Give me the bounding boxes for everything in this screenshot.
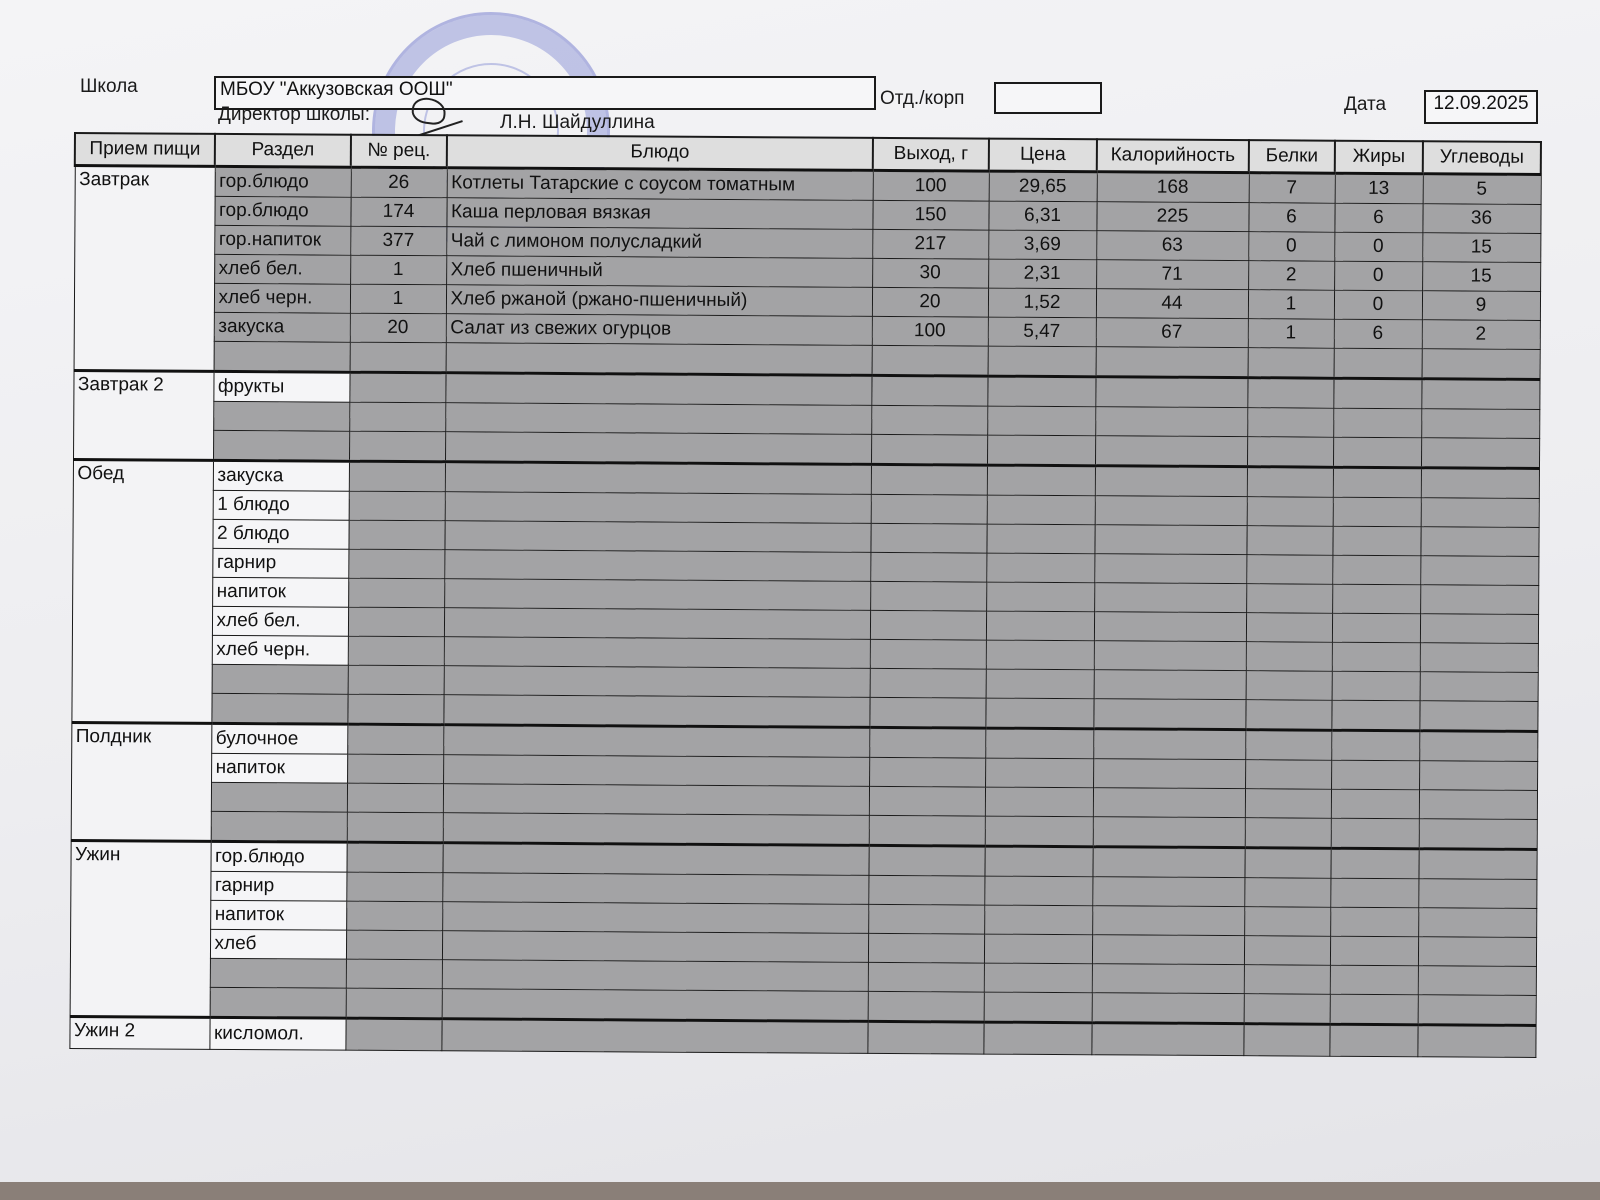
dish-calories: 44 (1096, 289, 1248, 319)
dish-protein (1244, 907, 1330, 937)
section-cell: напиток (210, 900, 346, 930)
dish-fat (1333, 437, 1421, 468)
section-cell: гарнир (210, 871, 346, 901)
col-header: Белки (1249, 140, 1335, 173)
dish-protein (1244, 936, 1330, 966)
dish-carbs (1421, 468, 1539, 499)
dish-calories: 63 (1096, 231, 1248, 261)
dish-calories (1095, 436, 1247, 467)
dish-name (442, 960, 868, 992)
dish-price: 6,31 (988, 201, 1096, 231)
section-cell: закуска (213, 460, 349, 491)
dish-name: Хлеб ржаной (ржано-пшеничный) (446, 285, 872, 317)
director-label: Директор школы: (218, 104, 370, 125)
dish-calories (1093, 817, 1245, 848)
dish-weight (871, 494, 987, 524)
col-header: Блюдо (447, 135, 873, 170)
dish-fat: 13 (1335, 173, 1423, 204)
dish-fat (1331, 730, 1419, 761)
dish-calories (1094, 525, 1246, 555)
dish-weight (870, 668, 986, 698)
dish-calories (1092, 935, 1244, 965)
dish-weight (868, 962, 984, 992)
dish-calories (1093, 788, 1245, 818)
dish-weight: 217 (872, 229, 988, 259)
dish-calories (1093, 729, 1245, 760)
dish-name (444, 550, 870, 582)
dish-name (443, 695, 869, 728)
dish-fat: 6 (1334, 203, 1422, 233)
col-header: Выход, г (873, 138, 989, 171)
dish-price (984, 846, 1092, 877)
dish-name: Каша перловая вязкая (446, 198, 872, 230)
dish-weight (868, 875, 984, 905)
section-cell: хлеб черн. (214, 283, 350, 313)
dish-name (445, 432, 871, 465)
school-name-field: МБОУ "Аккузовская ООШ" (214, 76, 876, 110)
dish-protein (1244, 965, 1330, 995)
dish-carbs (1418, 908, 1536, 938)
dish-calories (1094, 612, 1246, 642)
dish-weight: 30 (872, 258, 988, 288)
dish-price (987, 465, 1095, 496)
recipe-number (348, 578, 444, 608)
dish-name (445, 403, 871, 435)
dish-carbs (1420, 672, 1538, 702)
dish-fat (1331, 700, 1419, 731)
dish-name (442, 873, 868, 905)
section-cell: кисломол. (209, 1017, 345, 1050)
dish-protein (1247, 497, 1333, 527)
dish-price (984, 905, 1092, 935)
dish-price (985, 816, 1093, 847)
dish-carbs (1421, 498, 1539, 528)
dish-weight (869, 727, 985, 758)
recipe-number: 1 (350, 255, 446, 285)
dish-price (987, 435, 1095, 466)
dish-fat: 0 (1334, 290, 1422, 320)
dish-fat: 0 (1334, 261, 1422, 291)
recipe-number (347, 724, 443, 755)
dish-protein: 2 (1248, 261, 1334, 291)
dish-protein: 7 (1249, 173, 1335, 204)
section-cell: напиток (211, 753, 347, 783)
dish-fat (1330, 994, 1418, 1025)
recipe-number: 377 (350, 226, 446, 256)
col-header: № рец. (351, 135, 447, 168)
recipe-number (345, 1018, 441, 1051)
recipe-number (347, 754, 443, 784)
recipe-number (346, 930, 442, 960)
dish-carbs (1420, 556, 1538, 586)
dish-price (983, 1022, 1091, 1055)
section-cell: гор.блюдо (214, 196, 350, 226)
meal-name: Полдник (71, 722, 212, 841)
dish-fat (1330, 848, 1418, 879)
recipe-number: 20 (350, 313, 446, 343)
dish-price (986, 553, 1094, 583)
dish-carbs (1421, 409, 1539, 439)
dish-calories (1094, 583, 1246, 613)
dish-carbs: 9 (1422, 291, 1540, 321)
dish-carbs: 2 (1422, 320, 1540, 350)
dish-protein (1246, 613, 1332, 643)
dish-price: 29,65 (989, 171, 1097, 202)
dish-price: 1,52 (988, 288, 1096, 318)
dish-carbs (1421, 438, 1539, 469)
dish-weight: 100 (873, 170, 989, 201)
dish-carbs (1419, 761, 1537, 791)
dish-fat (1330, 936, 1418, 966)
section-cell: хлеб черн. (212, 635, 348, 665)
dish-protein (1247, 408, 1333, 438)
dish-protein (1245, 789, 1331, 819)
dish-weight (868, 904, 984, 934)
dish-calories (1092, 906, 1244, 936)
dish-price (987, 376, 1095, 407)
recipe-number (347, 783, 443, 813)
section-cell (211, 693, 347, 724)
dish-protein (1247, 467, 1333, 498)
section-cell: 2 блюдо (212, 519, 348, 549)
dish-name (445, 373, 871, 406)
dish-name (444, 666, 870, 698)
recipe-number (346, 901, 442, 931)
dish-carbs (1422, 349, 1540, 380)
recipe-number (349, 372, 445, 403)
dish-calories (1092, 993, 1244, 1024)
dish-weight (870, 610, 986, 640)
dish-name (442, 843, 868, 876)
dish-carbs: 36 (1422, 204, 1540, 234)
dish-name (441, 1019, 867, 1054)
dish-calories (1096, 347, 1248, 378)
recipe-number (349, 491, 445, 521)
col-header: Цена (989, 139, 1097, 172)
dish-weight (868, 845, 984, 876)
dish-fat (1330, 965, 1418, 995)
dish-weight (870, 552, 986, 582)
col-header: Калорийность (1097, 139, 1249, 172)
dish-name: Котлеты Татарские с соусом томатным (447, 168, 873, 201)
dish-price (986, 640, 1094, 670)
dish-carbs (1420, 585, 1538, 615)
dish-calories: 168 (1097, 172, 1249, 203)
dish-name (443, 725, 869, 758)
dish-carbs: 15 (1422, 233, 1540, 263)
dish-calories: 71 (1096, 260, 1248, 290)
dish-price (987, 406, 1095, 436)
dish-calories (1092, 877, 1244, 907)
dish-price: 3,69 (988, 230, 1096, 260)
recipe-number (349, 402, 445, 432)
dish-price (985, 728, 1093, 759)
recipe-number (349, 461, 445, 492)
recipe-number: 26 (351, 167, 447, 198)
dish-weight (871, 464, 987, 495)
dish-fat (1331, 760, 1419, 790)
dept-label: Отд./корп (880, 88, 965, 109)
section-cell (213, 401, 349, 431)
dish-price (987, 495, 1095, 525)
dish-fat (1332, 526, 1420, 556)
dish-carbs (1420, 614, 1538, 644)
section-cell (210, 958, 346, 988)
menu-table (68, 132, 1542, 1058)
dish-carbs (1418, 879, 1536, 909)
dish-name (443, 784, 869, 816)
dish-price: 5,47 (988, 317, 1096, 347)
recipe-number (348, 636, 444, 666)
dish-protein (1247, 437, 1333, 468)
col-header: Раздел (215, 134, 351, 167)
dish-calories (1091, 1023, 1243, 1056)
dish-protein: 0 (1248, 232, 1334, 262)
dish-carbs: 15 (1422, 262, 1540, 292)
dish-name (444, 637, 870, 669)
dish-price (985, 787, 1093, 817)
dish-fat (1333, 467, 1421, 498)
dish-name (442, 902, 868, 934)
col-header: Углеводы (1423, 141, 1541, 174)
date-field: 12.09.2025 (1424, 90, 1538, 124)
section-cell (210, 987, 346, 1018)
dish-carbs (1419, 731, 1537, 762)
dish-fat (1330, 907, 1418, 937)
dish-name: Чай с лимоном полусладкий (446, 227, 872, 259)
dish-protein (1246, 642, 1332, 672)
dish-name (442, 931, 868, 963)
section-cell: гор.напиток (214, 225, 350, 255)
section-cell: напиток (212, 577, 348, 607)
dish-price (984, 963, 1092, 993)
dish-weight (871, 375, 987, 406)
dish-calories (1094, 641, 1246, 671)
dish-weight: 100 (872, 316, 988, 346)
recipe-number: 1 (350, 284, 446, 314)
school-label: Школа (80, 76, 138, 97)
recipe-number (346, 988, 442, 1019)
section-cell (211, 782, 347, 812)
dish-name (443, 755, 869, 787)
dish-carbs (1419, 819, 1537, 850)
dish-weight (869, 697, 985, 728)
meal-name: Завтрак 2 (73, 371, 214, 461)
dish-price (986, 611, 1094, 641)
dish-calories (1094, 554, 1246, 584)
dish-weight (872, 345, 988, 376)
director-name: Л.Н. Шайдуллина (500, 112, 655, 133)
dish-fat (1330, 878, 1418, 908)
dish-name: Хлеб пшеничный (446, 256, 872, 288)
dish-name: Салат из свежих огурцов (446, 314, 872, 346)
dish-name (444, 579, 870, 611)
dish-protein (1244, 878, 1330, 908)
dish-price (984, 876, 1092, 906)
dish-price (986, 669, 1094, 699)
dish-weight (870, 581, 986, 611)
dish-price (986, 524, 1094, 554)
recipe-number (348, 520, 444, 550)
dish-weight (870, 523, 986, 553)
dish-fat (1333, 378, 1421, 409)
dish-calories: 225 (1096, 202, 1248, 232)
recipe-number (350, 342, 446, 373)
col-header: Жиры (1335, 141, 1423, 174)
dish-price (986, 582, 1094, 612)
dish-weight (870, 639, 986, 669)
section-cell: закуска (214, 312, 350, 342)
section-cell: гарнир (212, 548, 348, 578)
dish-protein (1245, 730, 1331, 761)
dish-protein: 6 (1248, 203, 1334, 233)
dish-fat (1332, 642, 1420, 672)
dish-carbs (1420, 643, 1538, 673)
dish-protein (1246, 526, 1332, 556)
dish-protein (1243, 1024, 1329, 1057)
dish-calories (1095, 407, 1247, 437)
recipe-number (346, 872, 442, 902)
section-cell (214, 341, 350, 372)
dish-protein (1246, 584, 1332, 614)
dish-fat (1333, 497, 1421, 527)
dish-fat (1332, 613, 1420, 643)
dish-fat (1331, 789, 1419, 819)
dish-protein (1244, 848, 1330, 879)
dish-name (444, 521, 870, 553)
recipe-number (348, 665, 444, 695)
section-cell: хлеб бел. (212, 606, 348, 636)
dish-protein (1246, 671, 1332, 701)
dish-protein: 1 (1248, 319, 1334, 349)
dish-name (445, 492, 871, 524)
dish-carbs (1420, 527, 1538, 557)
dish-fat: 6 (1334, 319, 1422, 349)
dish-weight (868, 991, 984, 1022)
dish-protein (1248, 348, 1334, 379)
section-cell: хлеб (210, 929, 346, 959)
recipe-number (349, 431, 445, 462)
dish-carbs (1418, 995, 1536, 1026)
dish-carbs: 5 (1423, 174, 1541, 205)
dish-protein (1245, 760, 1331, 790)
section-cell: хлеб бел. (214, 254, 350, 284)
dish-price: 2,31 (988, 259, 1096, 289)
section-cell: булочное (211, 723, 347, 754)
dish-calories (1094, 670, 1246, 700)
section-cell: гор.блюдо (210, 841, 346, 872)
dish-price (985, 758, 1093, 788)
meal-name: Ужин (70, 840, 211, 1017)
dish-carbs (1421, 379, 1539, 410)
dish-price (984, 934, 1092, 964)
dish-weight: 20 (872, 287, 988, 317)
dish-protein: 1 (1248, 290, 1334, 320)
dish-name (446, 343, 872, 376)
col-header: Прием пищи (75, 133, 215, 166)
dish-name (444, 608, 870, 640)
dish-weight (869, 815, 985, 846)
dish-carbs (1418, 849, 1536, 880)
dish-carbs (1417, 1025, 1535, 1058)
recipe-number (347, 812, 443, 843)
dish-protein (1247, 378, 1333, 409)
recipe-number (348, 549, 444, 579)
meal-name: Обед (71, 460, 213, 724)
dish-fat (1332, 671, 1420, 701)
dish-calories (1093, 699, 1245, 730)
dish-protein (1245, 700, 1331, 731)
section-cell (211, 811, 347, 842)
dish-price (988, 346, 1096, 377)
dish-fat (1331, 818, 1419, 849)
dish-weight (868, 933, 984, 963)
dish-calories: 67 (1096, 318, 1248, 348)
dish-name (443, 813, 869, 846)
meal-name: Завтрак (74, 166, 215, 372)
dish-calories (1095, 466, 1247, 497)
dish-price (984, 992, 1092, 1023)
dish-calories (1092, 964, 1244, 994)
dish-carbs (1418, 966, 1536, 996)
dish-calories (1093, 759, 1245, 789)
section-cell: 1 блюдо (213, 490, 349, 520)
recipe-number (346, 842, 442, 873)
dish-fat: 0 (1334, 232, 1422, 262)
meal-name: Ужин 2 (69, 1016, 209, 1049)
recipe-number (347, 694, 443, 725)
dish-name (445, 462, 871, 495)
dept-field (994, 82, 1102, 114)
dish-calories (1092, 847, 1244, 878)
dish-fat (1329, 1024, 1417, 1057)
dish-protein (1245, 818, 1331, 849)
dish-carbs (1419, 790, 1537, 820)
recipe-number (346, 959, 442, 989)
recipe-number: 174 (350, 197, 446, 227)
dish-weight (869, 757, 985, 787)
recipe-number (348, 607, 444, 637)
section-cell (213, 430, 349, 461)
dish-protein (1244, 994, 1330, 1025)
dish-fat (1333, 408, 1421, 438)
dish-calories (1095, 496, 1247, 526)
dish-fat (1332, 555, 1420, 585)
dish-calories (1095, 377, 1247, 408)
dish-weight (869, 786, 985, 816)
dish-carbs (1418, 937, 1536, 967)
dish-fat (1334, 348, 1422, 379)
dish-weight (871, 434, 987, 465)
section-cell: гор.блюдо (215, 166, 351, 197)
dish-protein (1246, 555, 1332, 585)
menu-table-body (69, 166, 1540, 1058)
dish-fat (1332, 584, 1420, 614)
dish-weight: 150 (872, 200, 988, 230)
section-cell: фрукты (213, 371, 349, 402)
dish-name (442, 989, 868, 1022)
dish-carbs (1419, 701, 1537, 732)
dish-weight (867, 1021, 983, 1054)
dish-price (985, 698, 1093, 729)
dish-weight (871, 405, 987, 435)
section-cell (212, 664, 348, 694)
date-label: Дата (1344, 94, 1387, 115)
